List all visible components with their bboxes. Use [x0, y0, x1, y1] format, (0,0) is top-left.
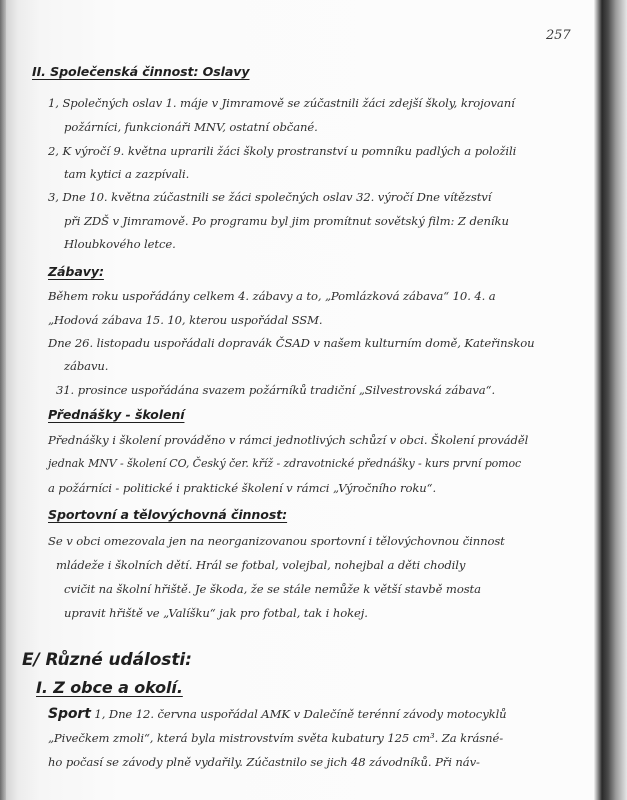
text-line: požárníci, funkcionáři MNV, ostatní občané.: [64, 120, 318, 134]
text-line: 2, K výročí 9. května uprarili žáci školy prostranství u pomníku padlých a položili: [48, 144, 517, 158]
text-line: Během roku uspořádány celkem 4. zábavy a to, „Pomlázková zábava“ 10. 4. a: [48, 289, 496, 303]
section-heading-social: II. Společenská činnost: Oslavy: [32, 64, 250, 79]
text-line: ho počasí se závody plně vydařily. Zúčastnilo se jich 48 závodníků. Při náv-: [48, 755, 480, 769]
text-line: Dne 26. listopadu uspořádali dopravák ČSAD v našem kulturním domě, Kateřinskou: [48, 336, 535, 350]
sport-label: Sport: [48, 706, 91, 722]
text-line: tam kytici a zazpívali.: [64, 167, 190, 181]
text-line: 31. prosince uspořádána svazem požárníků tradiční „Silvestrovská zábava“.: [56, 383, 496, 397]
text-line: cvičit na školní hřiště. Je škoda, že se stále nemůže k větší stavbě mosta: [64, 582, 481, 596]
text-line: při ZDŠ v Jimramově. Po programu byl jim promítnut sovětský film: Z deníku: [64, 214, 509, 228]
text-line: Hloubkového letce.: [64, 237, 176, 251]
text-line: Se v obci omezovala jen na neorganizovanou sportovní i tělovýchovnou činnost: [48, 534, 505, 548]
text-line: 3, Dne 10. května zúčastnili se žáci společných oslav 32. výročí Dne vítězství: [48, 190, 492, 204]
text-line: upravit hřiště ve „Valíšku“ jak pro fotbal, tak i hokej.: [64, 606, 368, 620]
sport-entry: [48, 706, 507, 722]
text-line: „Pivečkem zmoli“, která byla mistrovstvím světa kubatury 125 cm³. Za krásné-: [48, 731, 504, 745]
text-line: „Hodová zábava 15. 10, kterou uspořádal SSM.: [48, 313, 323, 327]
binding-edge: [0, 0, 6, 800]
text-line: mládeže i školních dětí. Hrál se fotbal, volejbal, nohejbal a děti chodily: [56, 558, 466, 572]
text-line: 1, Společných oslav 1. máje v Jimramově se zúčastnili žáci zdejší školy, krojovaní: [48, 96, 515, 110]
text-line: a požárníci - politické i praktické školení v rámci „Výročního roku“.: [48, 481, 437, 495]
text-line: 1, Dne 12. června uspořádal AMK v Dalečíně terénní závody motocyklů: [94, 707, 507, 721]
page-edge-shadow: [594, 0, 627, 800]
subheading-zabavy: Zábavy:: [48, 264, 104, 279]
text-line: Přednášky i školení prováděno v rámci jednotlivých schůzí v obci. Školení prováděl: [48, 433, 529, 447]
subheading-sport-activity: Sportovní a tělovýchovná činnost:: [48, 507, 288, 522]
text-line: zábavu.: [64, 359, 109, 373]
text-line: jednak MNV - školení CO, Český čer. kříž - zdravotnické přednášky - kurs první pomoc: [48, 457, 522, 470]
page-number: 257: [546, 28, 571, 43]
subheading-village: I. Z obce a okolí.: [36, 678, 183, 697]
subheading-lectures: Přednášky - školení: [48, 407, 185, 422]
section-heading-events: E/ Různé události:: [22, 650, 192, 670]
